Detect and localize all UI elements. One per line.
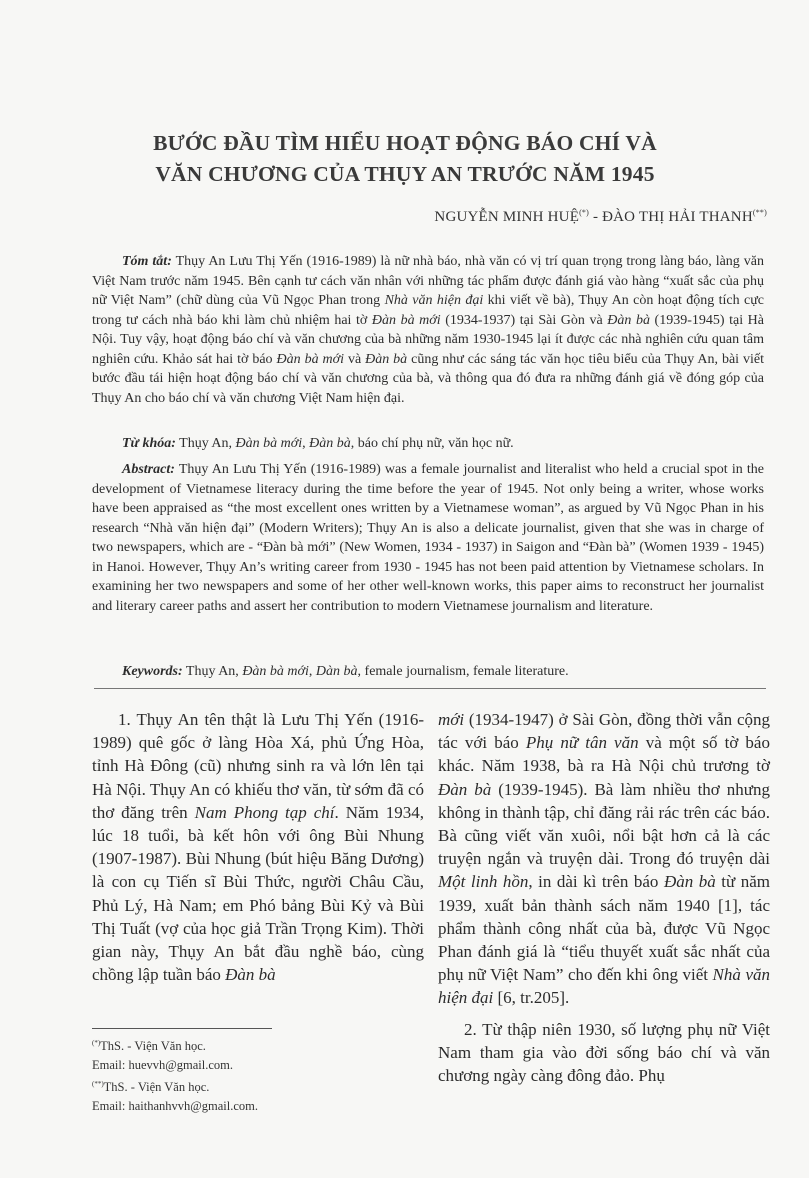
- body-italic: Phụ nữ tân văn: [525, 733, 639, 753]
- summary-newspaper-title: Đàn bà: [607, 312, 650, 328]
- body-text: (1939-1945). Bà làm nhiều thơ nhưng không in thành tập, chỉ đăng rải rác trên các báo. Bà cũng viết văn xuôi, nổi bật hơn cả là các truyện ngắn và truyện dài. Trong đó truyện dài: [438, 779, 770, 869]
- summary-text: Thụy An Lưu Thị Yến (1916-1989) là nữ nhà báo, nhà văn có vị trí quan trọng trong làng báo, làng văn Việt Nam trước năm 1945. Bên cạnh tư cách văn nhân với những tác phẩm được đánh giá vào hàng “xuất sắc của phụ nữ Việt Nam” (chữ dùng của Vũ Ngọc Phan trong: [92, 254, 764, 308]
- article-title: [90, 128, 720, 190]
- keyword-italic: Dàn bà: [315, 664, 358, 679]
- author-line: [434, 208, 767, 226]
- vietnamese-keywords: [92, 434, 764, 454]
- summary-newspaper-title: Đàn bà mới: [276, 351, 344, 367]
- body-italic: Đàn bà: [663, 872, 716, 892]
- footnote-affiliation: ThS. - Viện Văn học.: [103, 1080, 210, 1094]
- keyword-italic: Đàn bà: [309, 436, 351, 451]
- summary-newspaper-title: Đàn bà: [365, 351, 408, 367]
- keywords-label: Keywords:: [122, 664, 183, 679]
- body-text: Từ thập niên 1930, số lượng phụ nữ Việt Nam tham gia vào đời sống báo chí và văn chương ngày càng đông đảo. Phụ: [438, 1019, 770, 1086]
- title-line-2: VĂN CHƯƠNG CỦA THỤY AN TRƯỚC NĂM 1945: [155, 162, 655, 186]
- footnotes: [92, 1034, 422, 1116]
- body-text: , in dài kì trên báo: [528, 872, 664, 892]
- footnote-1: [92, 1034, 422, 1056]
- body-italic: Nam Phong tạp chí: [194, 802, 335, 822]
- body-text: [6, tr.205].: [493, 988, 570, 1008]
- body-text: Thụy An tên thật là Lưu Thị Yến (1916-1989) quê gốc ở làng Hòa Xá, phủ Ứng Hòa, tỉnh Hà Đông (cũ) nhưng sinh ra và lớn lên tại Hà Nội. Thụy An có khiếu thơ văn, từ sớm đã có thơ đăng trên: [92, 710, 424, 822]
- english-abstract: [92, 460, 764, 616]
- summary-text: và: [344, 351, 366, 367]
- keyword-text: , female journalism, female literature.: [357, 664, 569, 679]
- author-separator: -: [589, 209, 603, 225]
- keywords-label: Từ khóa:: [122, 436, 176, 451]
- body-italic: Một linh hồn: [438, 872, 529, 892]
- keyword-italic: Đàn bà mới: [235, 436, 303, 451]
- keyword-separator: ,: [302, 436, 310, 451]
- author-1: NGUYỄN MINH HUỆ: [434, 209, 580, 225]
- vietnamese-summary: [92, 252, 764, 408]
- summary-book-title: Nhà văn hiện đại: [384, 293, 484, 308]
- author-1-footnote-mark[interactable]: (*): [579, 208, 589, 217]
- footnote-email-2[interactable]: Email: haithanhvvh@gmail.com.: [92, 1099, 258, 1113]
- section-number: 1.: [118, 710, 131, 729]
- footnote-2: [92, 1075, 422, 1097]
- summary-text: (1934-1937) tại Sài Gòn và: [440, 312, 608, 328]
- summary-label: Tóm tắt:: [122, 254, 172, 269]
- abstract-label: Abstract:: [122, 462, 175, 477]
- footnote-mark: (**): [92, 1080, 104, 1088]
- body-text: . Năm 1934, lúc 18 tuổi, bà kết hôn với ông Bùi Nhung (1907-1987). Bùi Nhung (bút hiệu Băng Dương) là con cụ Tiến sĩ Bùi Thức, người Châu Cầu, Phủ Lý, Hà Nam; em Phó bảng Bùi Kỷ và Bùi Thị Tuất (vợ của học giả Trần Trọng Kim). Thời gian này, Thụy An bắt đầu nghề báo, cùng chồng lập tuần báo: [92, 802, 424, 985]
- abstract-text: Thụy An Lưu Thị Yến (1916-1989) was a female journalist and literalist who held a crucial spot in the development of Vietnamese literacy during the time before the year of 1945. Not only being a writer, whose works have been appraised as “the most excellent ones written by a Vietnamese woman”, as argued by Vũ Ngọc Phan in his research “Nhà văn hiện đại” (Modern Writers); Thụy An is also a delicate journalist, given that she was in charge of two newspapers, which are - “Đàn bà mới” (New Women, 1934 - 1937) in Saigon and “Đàn bà” (Women 1939 - 1945) in Hanoi. However, Thụy An’s writing career from 1930 - 1945 has not been paid attention by Vietnamese scholars. In examining her two newspapers and some of her other well-known works, this paper aims to reconstruct her journalist and literary career paths and assert her contribution to modern Vietnamese journalism and literature.: [92, 462, 764, 614]
- body-column-right: [438, 708, 770, 1087]
- footnote-affiliation: ThS. - Viện Văn học.: [100, 1039, 206, 1053]
- author-2: ĐÀO THỊ HẢI THANH: [602, 209, 753, 225]
- body-text: (1934-1947) ở Sài Gòn, đồng thời vẫn cộng tác với báo: [438, 710, 770, 753]
- summary-text: (1939-1945) tại Hà Nội. Tuy vậy, hoạt động báo chí và văn chương của bà những năm 1930-1945 lại ít được các nhà nghiên cứu quan tâm nghiên cứu. Khảo sát hai tờ báo: [92, 312, 764, 367]
- footnote-mark: (*): [92, 1039, 101, 1047]
- body-text: và một số tờ báo khác. Năm 1938, bà ra Hà Nội chủ trương tờ: [438, 733, 770, 776]
- english-keywords: [92, 662, 764, 682]
- body-text: từ năm 1939, xuất bản thành sách năm 1940 [1], tác phẩm thành công nhất của bà, được Vũ Ngọc Phan đánh giá là “tiểu thuyết xuất sắc nhất của phụ nữ Việt Nam” cho đến khi ông viết: [438, 872, 770, 985]
- author-2-footnote-mark[interactable]: (**): [752, 208, 767, 217]
- body-italic: Nhà văn hiện đại: [438, 965, 770, 1008]
- title-line-1: BƯỚC ĐẦU TÌM HIỂU HOẠT ĐỘNG BÁO CHÍ VÀ: [153, 131, 657, 155]
- body-column-left: [92, 708, 424, 986]
- body-italic: mới: [438, 710, 465, 729]
- summary-text: cũng như các sáng tác văn học tiêu biểu của Thụy An, bài viết bước đầu tái hiện hoạt động báo chí và văn chương của bà, và thông qua đó đưa ra những đánh giá về đóng góp của Thụy An cho báo chí và văn chương Việt Nam hiện đại.: [92, 351, 764, 406]
- keyword-text: Thụy An,: [175, 436, 236, 451]
- summary-newspaper-title: Đàn bà mới: [371, 312, 441, 328]
- body-italic: Đàn bà: [438, 779, 492, 799]
- keyword-italic: Đàn bà mới: [242, 664, 309, 679]
- abstract-divider: [94, 688, 766, 689]
- keyword-text: Thụy An,: [182, 664, 243, 679]
- keyword-text: , báo chí phụ nữ, văn học nữ.: [350, 436, 514, 451]
- footnote-email-1[interactable]: Email: huevvh@gmail.com.: [92, 1058, 233, 1072]
- summary-text: khi viết về bà), Thụy An còn hoạt động tích cực trong tư cách nhà báo khi làm chủ nhiệm hai tờ: [92, 293, 765, 328]
- section-number: 2.: [464, 1019, 477, 1039]
- footnote-divider: [92, 1028, 272, 1029]
- body-italic: Đàn bà: [225, 965, 276, 985]
- keyword-separator: ,: [308, 664, 316, 679]
